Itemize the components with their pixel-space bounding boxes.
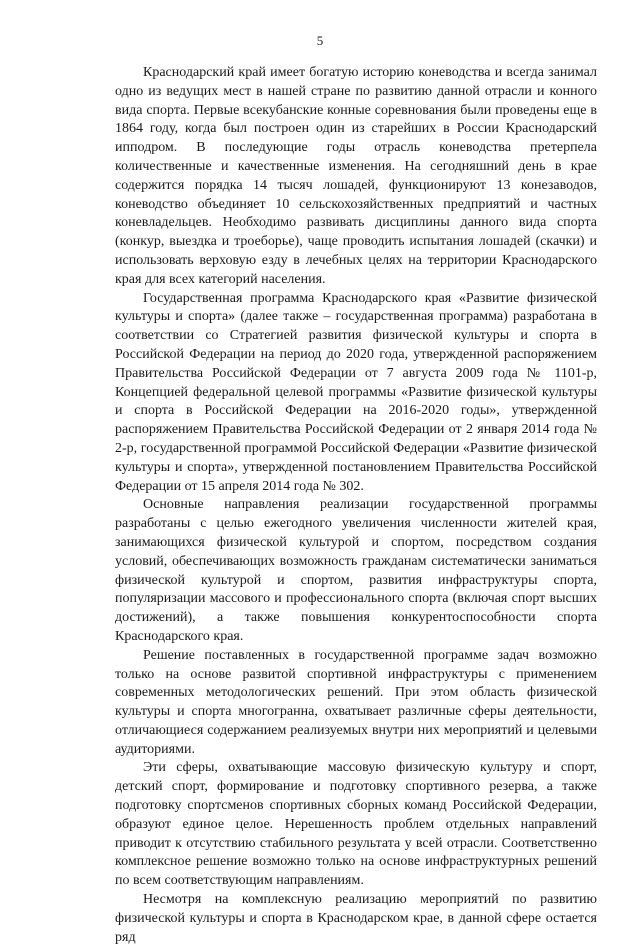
page-number: 5: [316, 33, 324, 48]
document-body: [115, 64, 597, 947]
paragraph-horse-breeding: Краснодарский край имеет богатую историю коневодства и всегда занимал одно из ведущих мест в нашей стране по развитию данной отрасли и конного вида спорта. Первые всекубанские конные соревнования были проведены еще в 1864 году, когда был построен один из старейших в России Краснодарский ипподром. В последующие годы отрасль коневодства претерпела количественные и качественные изменения. На сегодняшний день в крае содержится порядка 14 тысяч лошадей, функционируют 13 конезаводов, коневодство объединяет 10 сельскохозяйственных предприятий и частных коневладельцев. Необходимо развивать дисциплины данного вида спорта (конкур, выездка и троеборье), чаще проводить испытания лошадей (скачки) и использовать верховую езду в лечебных целях на территории Краснодарского края для всех категорий населения.: [115, 65, 597, 287]
paragraph-main-directions: Основные направления реализации государственной программы разработаны с целью ежегодного увеличения численности жителей края, занимающихся физической культурой и спортом, посредством создания условий, обеспечивающих возможность гражданам систематически заниматься физической культурой и спортом, развития инфраструктуры спорта, популяризации массового и профессионального спорта (включая спорт высших достижений), а также повышения конкурентоспособности спорта Краснодарского края.: [115, 497, 597, 644]
paragraph-infrastructure: Решение поставленных в государственной программе задач возможно только на основе развитой спортивной инфраструктуры с применением современных методологических решений. При этом область физической культуры и спорта многогранна, охватывает различные сферы деятельности, отличающиеся содержанием реализуемых внутри них мероприятий и целевыми аудиториями.: [115, 647, 597, 757]
paragraph-state-program: Государственная программа Краснодарского края «Развитие физической культуры и спорта» (далее также – государственная программа) разработана в соответствии со Стратегией развития физической культуры и спорта в Российской Федерации на период до 2020 года, утвержденной распоряжением Правительства Российской Федерации от 7 августа 2009 года № 1101-р, Концепцией федеральной целевой программы «Развитие физической культуры и спорта в Российской Федерации на 2016-2020 годы», утвержденной распоряжением Правительства Российской Федерации от 2 января 2014 года № 2-р, государственной программой Российской Федерации «Развитие физической культуры и спорта», утвержденной постановлением Правительства Российской Федерации от 15 апреля 2014 года № 302.: [115, 290, 597, 494]
paragraph-remaining-issues: Несмотря на комплексную реализацию мероприятий по развитию физической культуры и спорта в Краснодарском крае, в данной сфере остается ряд: [115, 892, 597, 945]
paragraph-spheres: Эти сферы, охватывающие массовую физическую культуру и спорт, детский спорт, формирование и подготовку спортивного резерва, а также подготовку спортсменов спортивных сборных команд Российской Федерации, образуют единое целое. Нерешенность проблем отдельных направлений приводит к отсутствию стабильного результата у всей отрасли. Соответственно комплексное решение возможно только на основе инфраструктурных решений по всем соответствующим направлениям.: [115, 760, 597, 889]
